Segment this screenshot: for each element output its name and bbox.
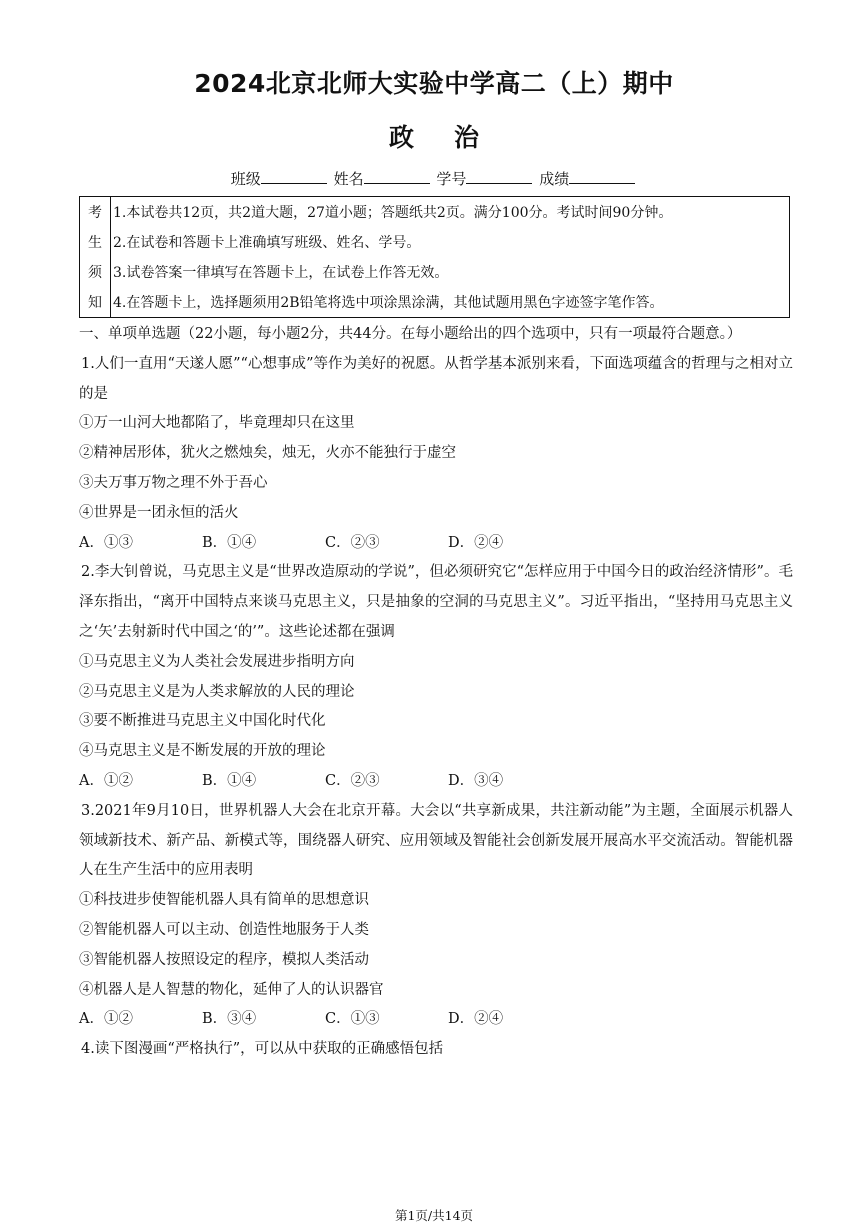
student-id-blank	[466, 169, 532, 184]
class-blank	[261, 169, 327, 184]
question-3-option: ④机器人是人智慧的物化，延伸了人的认识器官	[79, 981, 384, 998]
student-info-line	[0, 168, 868, 189]
choice-d: D．②④	[448, 534, 504, 551]
section-heading: 一、单项单选题（22小题，每小题2分，共44分。在每小题给出的四个选项中，只有一项最符合题意。）	[79, 326, 742, 342]
score-label: 成绩	[539, 170, 570, 188]
choice-c: C．①③	[325, 1011, 380, 1028]
exam-content	[79, 320, 793, 1065]
question-4-stem: 4.读下图漫画“严格执行”，可以从中获取的正确感悟包括	[81, 1041, 444, 1058]
notice-side-char: 须	[88, 265, 102, 281]
question-2-option: ②马克思主义是为人类求解放的人民的理论	[79, 683, 355, 700]
choice-a: A．①②	[79, 772, 133, 789]
choice-c: C．②③	[325, 772, 380, 789]
score-blank	[569, 169, 635, 184]
class-label: 班级	[230, 170, 261, 188]
choice-d: D．②④	[448, 1011, 504, 1028]
notice-items	[111, 197, 789, 317]
notice-side-label	[80, 197, 111, 317]
question-2-option: ③要不断推进马克思主义中国化时代化	[79, 713, 326, 730]
question-3-option: ②智能机器人可以主动、创造性地服务于人类	[79, 921, 369, 938]
question-2-option: ①马克思主义为人类社会发展进步指明方向	[79, 653, 355, 670]
exam-notice-box	[79, 196, 790, 318]
choice-a: A．①②	[79, 1011, 133, 1028]
notice-side-char: 考	[88, 205, 102, 221]
question-3-stem: 3.2021年9月10日，世界机器人大会在北京开幕。大会以“共享新成果，共注新动能”为主题，全面展示机器人领域新技术、新产品、新模式等，围绕器人研究、应用领域及智能社会创新发展开展高水平交流活动。智能机器人在生产生活中的应用表明	[79, 802, 793, 879]
choice-a: A．①③	[79, 534, 133, 551]
notice-side-char: 生	[88, 235, 102, 251]
notice-item: 1.本试卷共12页，共2道大题，27道小题；答题纸共2页。满分100分。考试时间90分钟。	[113, 205, 673, 221]
notice-side-char: 知	[88, 295, 102, 311]
question-1-stem: 1.人们一直用“天遂人愿”“心想事成”等作为美好的祝愿。从哲学基本派别来看，下面选项蕴含的哲理与之相对立的是	[79, 355, 793, 402]
name-blank	[364, 169, 430, 184]
choice-c: C．②③	[325, 534, 380, 551]
question-2-option: ④马克思主义是不断发展的开放的理论	[79, 743, 326, 760]
subject-title: 政治	[388, 123, 519, 152]
name-label: 姓名	[333, 170, 364, 188]
question-1-option: ①万一山河大地都陷了，毕竟理却只在这里	[79, 415, 355, 432]
question-2-choices	[79, 767, 793, 797]
page-number-footer: 第1页/共14页	[394, 1208, 474, 1223]
choice-b: B．①④	[202, 534, 257, 551]
choice-b: B．①④	[202, 772, 257, 789]
question-3-choices	[79, 1005, 793, 1035]
question-1-option: ③夫万事万物之理不外于吾心	[79, 474, 268, 491]
question-3-option: ③智能机器人按照设定的程序，模拟人类活动	[79, 951, 369, 968]
student-id-label: 学号	[436, 170, 467, 188]
notice-item: 3.试卷答案一律填写在答题卡上，在试卷上作答无效。	[113, 265, 449, 281]
question-3-option: ①科技进步使智能机器人具有简单的思想意识	[79, 892, 369, 909]
question-1-option: ④世界是一团永恒的活火	[79, 504, 239, 521]
notice-item: 2.在试卷和答题卡上准确填写班级、姓名、学号。	[113, 235, 421, 251]
question-1-option: ②精神居形体，犹火之燃烛矣，烛无，火亦不能独行于虚空	[79, 445, 456, 462]
choice-d: D．③④	[448, 772, 504, 789]
exam-title: 2024北京北师大实验中学高二（上）期中	[194, 69, 674, 98]
choice-b: B．③④	[202, 1011, 257, 1028]
question-1-choices	[79, 529, 793, 559]
notice-item: 4.在答题卡上，选择题须用2B铅笔将选中项涂黑涂满，其他试题用黑色字迹签字笔作答。	[113, 295, 664, 311]
question-2-stem: 2.李大钊曾说，马克思主义是“世界改造原动的学说”，但必须研究它“怎样应用于中国今日的政治经济情形”。毛泽东指出，“离开中国特点来谈马克思主义，只是抽象的空洞的马克思主义”。习近平指出，“坚持用马克思主义之‘矢’去射新时代中国之‘的’”。这些论述都在强调	[79, 564, 793, 640]
